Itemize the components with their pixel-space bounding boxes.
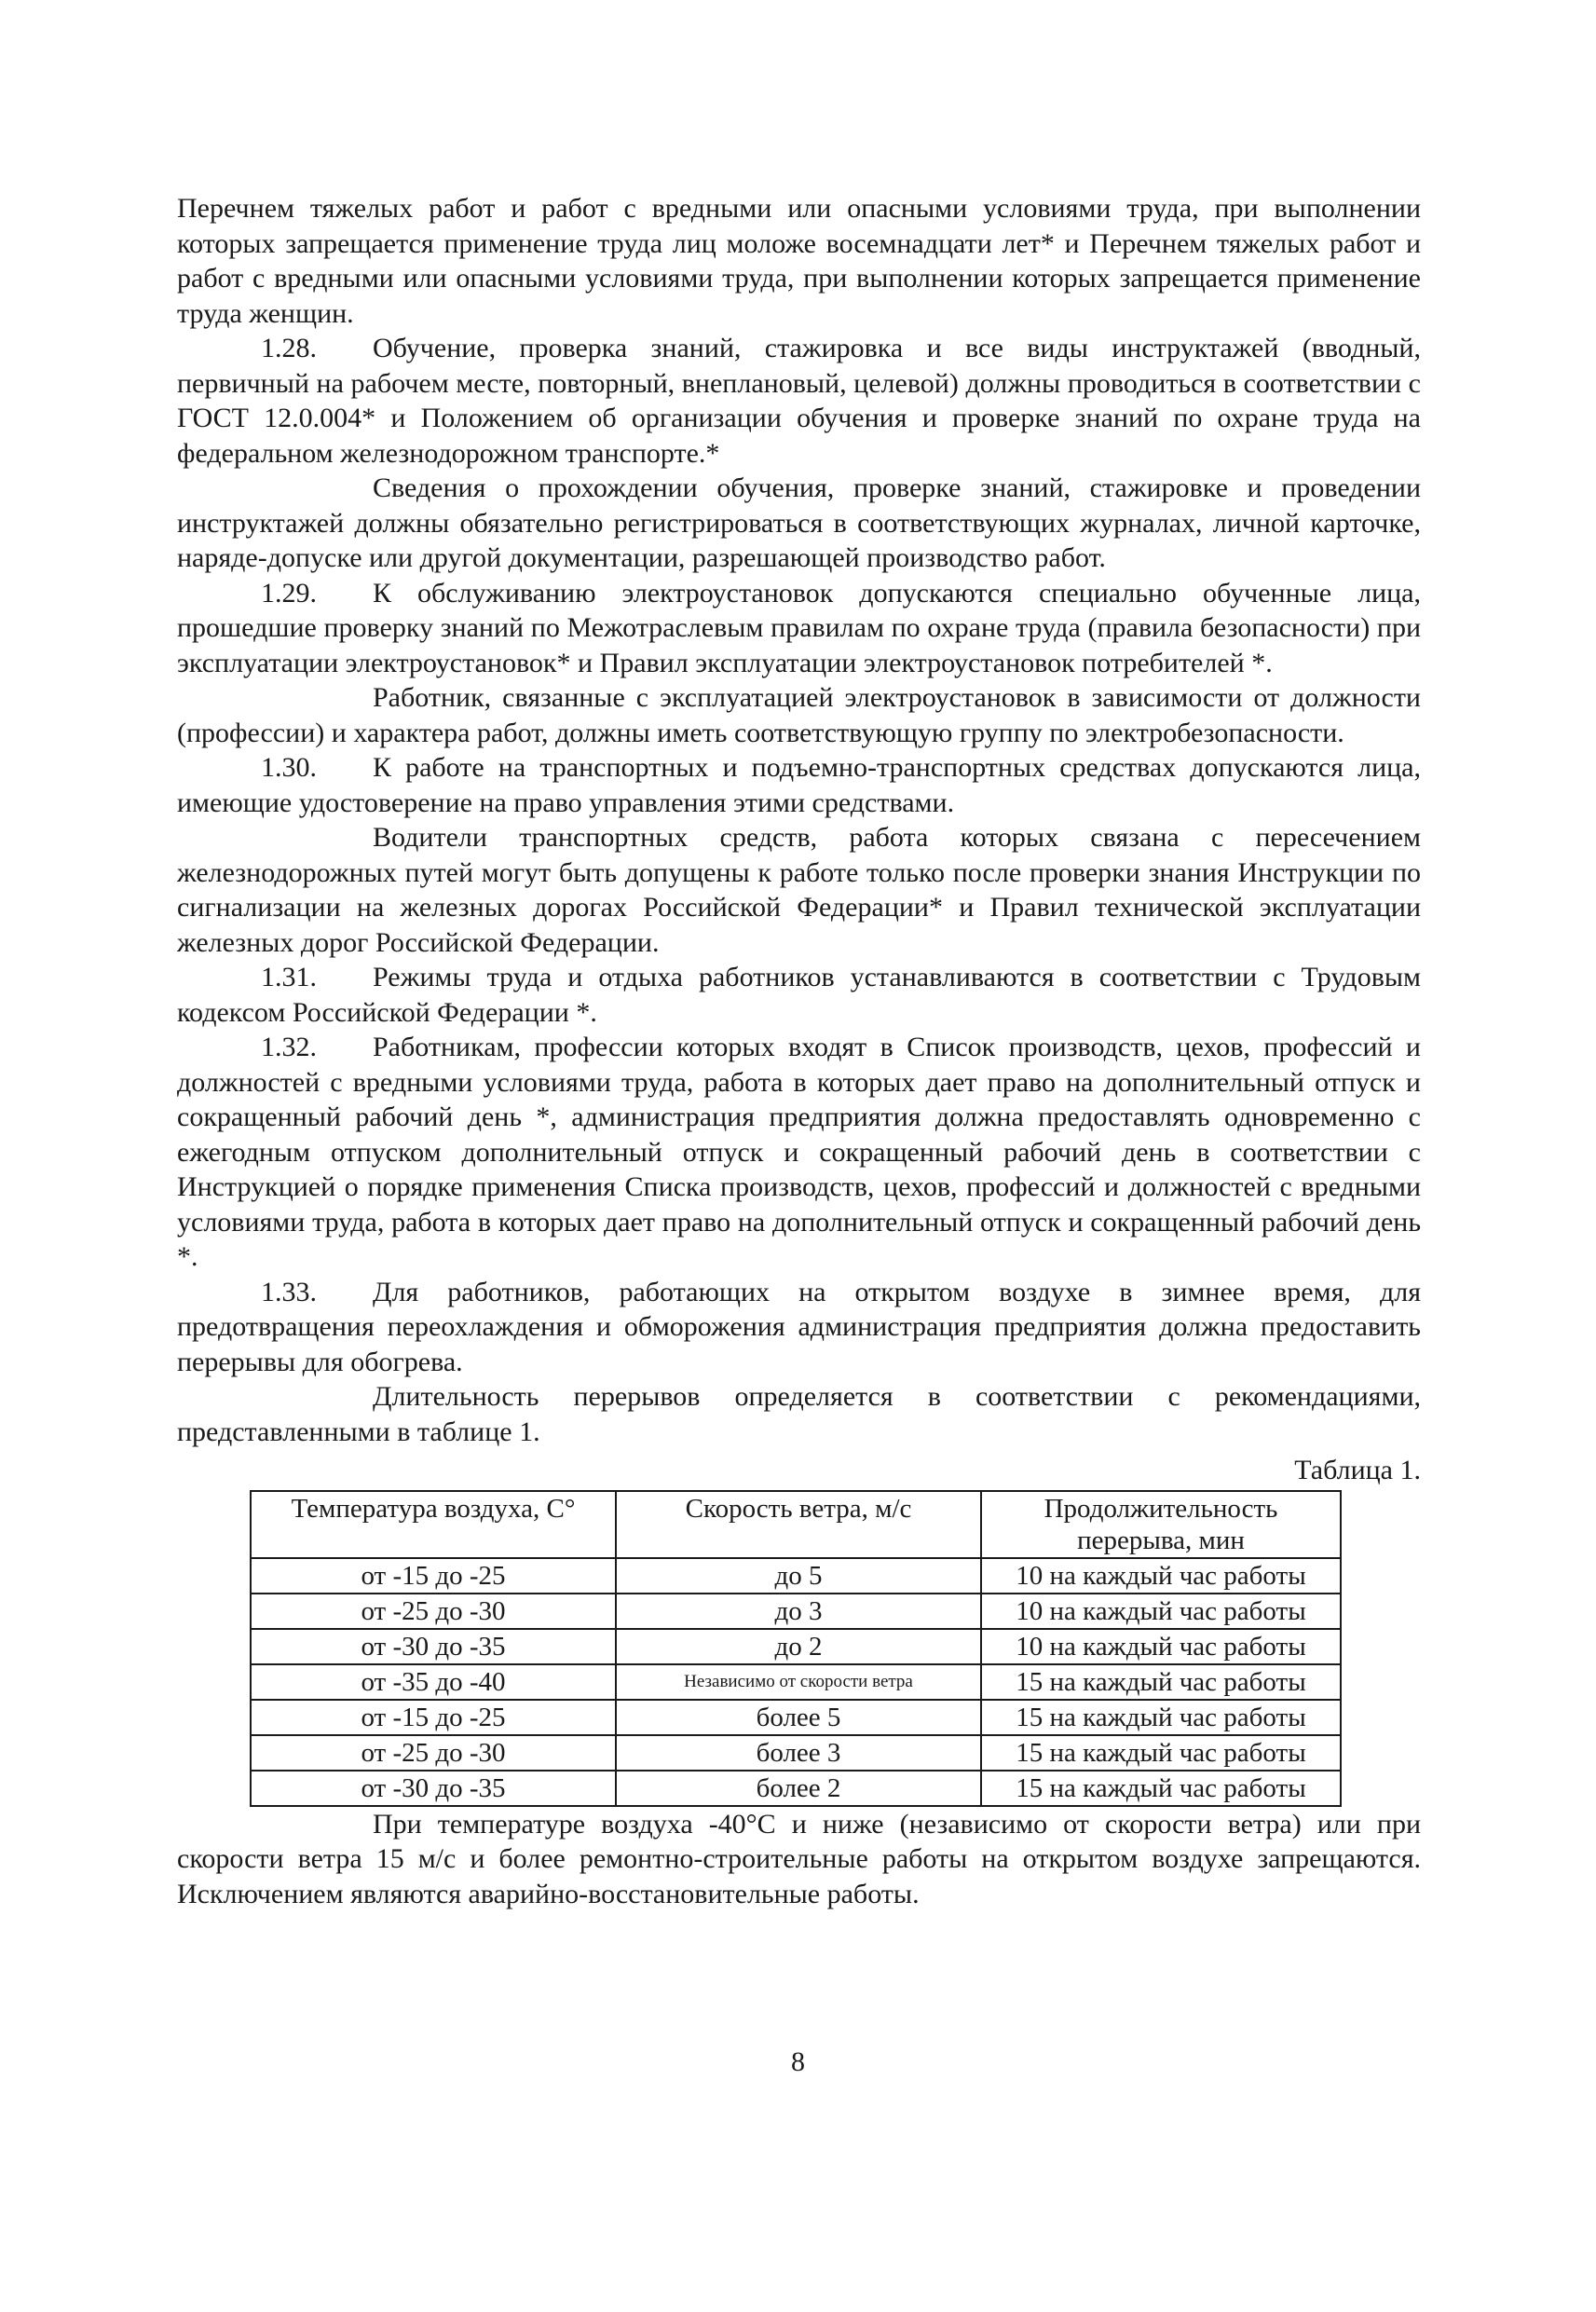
table-cell: от -15 до -25 [251,1558,616,1594]
paragraph: Сведения о прохождении обучения, проверке знаний, стажировке и проведении инструктажей должны обязательно регистрироваться в соответствующих журналах, личной карточке, наряде-допуске или другой документации, разрешающей производство работ. [177,472,1421,573]
table-cell: 15 на каждый час работы [981,1700,1341,1735]
table-cell: до 2 [616,1629,981,1664]
table-cell: от -25 до -30 [251,1594,616,1629]
paragraph [177,331,1421,471]
clause-number: 1.30. [261,752,317,783]
clause-number: 1.28. [261,333,317,363]
clause-number: 1.29. [261,577,317,609]
table-cell: более 5 [616,1700,981,1735]
table-cell: от -35 до -40 [251,1664,616,1700]
paragraph: Длительность перерывов определяется в соответствии с рекомендациями, представленными в таблице 1. [177,1381,1421,1447]
table-row [251,1594,1341,1629]
paragraph [177,1030,1421,1275]
clause-text: Для работников, работающих на открытом воздухе в зимнее время, для предотвращения переохлаждения и обморожения администрация предприятия должна предоставить перерывы для обогрева. [177,1276,1421,1377]
table-row [251,1558,1341,1594]
table-header-cell: Температура воздуха, С° [251,1491,616,1558]
paragraph: При температуре воздуха -40°С и ниже (независимо от скорости ветра) или при скорости ветра 15 м/с и более ремонтно-строительные работы на открытом воздухе запрещаются. Исключением являются аварийно-восстановительные работы. [177,1808,1421,1909]
clause-number: 1.31. [261,962,317,992]
table-header-row [251,1491,1341,1558]
paragraph [177,750,1421,820]
table-cell: 10 на каждый час работы [981,1629,1341,1664]
table-row [251,1735,1341,1771]
table-caption: Таблица 1. [1294,1455,1421,1485]
table-cell: 10 на каждый час работы [981,1558,1341,1594]
paragraph [177,576,1421,681]
table-cell: от -25 до -30 [251,1735,616,1771]
paragraph: Перечнем тяжелых работ и работ с вредными или опасными условиями труда, при выполнении которых запрещается применение труда лиц моложе восемнадцати лет* и Перечнем тяжелых работ и работ с вредными или опасными условиями труда, при выполнении которых запрещается применение труда женщин. [177,193,1421,329]
body-text [177,191,1421,1911]
table-row [251,1700,1341,1735]
table-cell: 15 на каждый час работы [981,1735,1341,1771]
clause-text: К обслуживанию электроустановок допускаются специально обученные лица, прошедшие проверку знаний по Межотраслевым правилам по охране труда (правила безопасности) при эксплуатации электроустановок* и Правил эксплуатации электроустановок потребителей *. [177,577,1421,678]
table-row [251,1771,1341,1806]
table-cell: 15 на каждый час работы [981,1771,1341,1806]
table-cell: 15 на каждый час работы [981,1664,1341,1700]
page-number: 8 [791,2046,805,2077]
table-cell: до 3 [616,1594,981,1629]
table-header-cell: Скорость ветра, м/с [616,1491,981,1558]
paragraph [177,960,1421,1030]
clause-text: Режимы труда и отдыха работников устанавливаются в соответствии с Трудовым кодексом Российской Федерации *. [177,962,1421,1028]
table-cell: от -30 до -35 [251,1629,616,1664]
table-cell: от -30 до -35 [251,1771,616,1806]
table-row [251,1629,1341,1664]
paragraph: Водители транспортных средств, работа которых связана с пересечением железнодорожных путей могут быть допущены к работе только после проверки знания Инструкции по сигнализации на железных дорогах Российской Федерации* и Правил технической эксплуатации железных дорог Российской Федерации. [177,822,1421,958]
table-cell: до 5 [616,1558,981,1594]
paragraph [177,1275,1421,1380]
table-row [251,1664,1341,1700]
clause-text: К работе на транспортных и подъемно-транспортных средствах допускаются лица, имеющие удостоверение на право управления этими средствами. [177,752,1421,818]
table-cell: от -15 до -25 [251,1700,616,1735]
table-cell: 10 на каждый час работы [981,1594,1341,1629]
clause-number: 1.33. [261,1276,317,1307]
paragraph: Работник, связанные с эксплуатацией электроустановок в зависимости от должности (профессии) и характера работ, должны иметь соответствующую группу по электробезопасности. [177,682,1421,748]
table-header-cell: Продолжительность перерыва, мин [981,1491,1341,1558]
clause-text: Обучение, проверка знаний, стажировка и все виды инструктажей (вводный, первичный на рабочем месте, повторный, внеплановый, целевой) должны проводиться в соответствии с ГОСТ 12.0.004* и Положением об организации обучения и проверке знаний по охране труда на федеральном железнодорожном транспорте.* [177,333,1421,469]
table-cell: более 3 [616,1735,981,1771]
break-duration-table [250,1490,1342,1807]
clause-number: 1.32. [261,1032,317,1062]
table-cell: более 2 [616,1771,981,1806]
clause-text: Работникам, профессии которых входят в Список производств, цехов, профессий и должностей с вредными условиями труда, работа в которых дает право на дополнительный отпуск и сокращенный рабочий день *, администрация предприятия должна предоставлять одновременно с ежегодным отпуском дополнительный отпуск и сокращенный рабочий день в соответствии с Инструкцией о порядке применения Списка производств, цехов, профессий и должностей с вредными условиями труда, работа в которых дает право на дополнительный отпуск и сокращенный рабочий день *. [177,1032,1421,1272]
table-cell: Независимо от скорости ветра [616,1664,981,1700]
